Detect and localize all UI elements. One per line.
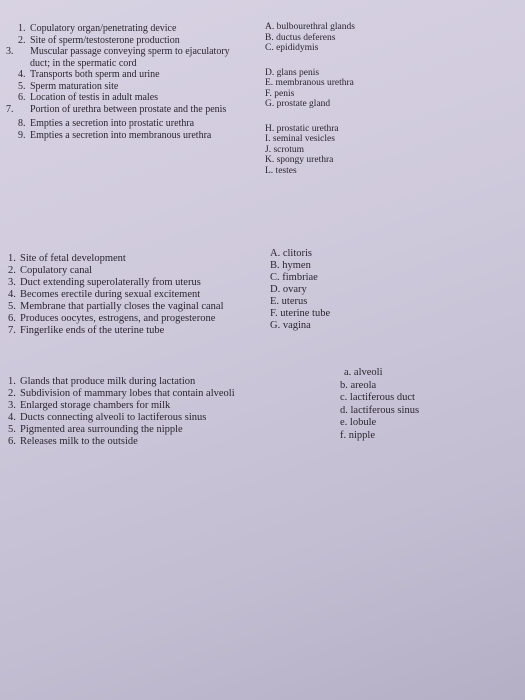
question-text: Site of sperm/testosterone production bbox=[30, 34, 180, 46]
section2-questions bbox=[8, 253, 268, 337]
question-number: 2. bbox=[18, 34, 26, 46]
answer-option: c. lactiferous duct bbox=[340, 392, 415, 403]
question-item bbox=[8, 265, 268, 277]
question-number: 7. bbox=[8, 325, 16, 336]
answer-option: G. prostate gland bbox=[265, 99, 331, 109]
answer-option: F. uterine tube bbox=[270, 308, 331, 319]
question-item bbox=[8, 313, 268, 325]
answer-option: F. penis bbox=[265, 88, 295, 99]
answer-option: A. bulbourethral glands bbox=[265, 22, 355, 32]
question-text: Site of fetal development bbox=[20, 253, 126, 264]
answer-option: B. ductus deferens bbox=[265, 32, 336, 43]
section1-questions bbox=[6, 23, 248, 141]
answer-option: a. alveoli bbox=[344, 367, 383, 378]
question-text: Empties a secretion into membranous urethra bbox=[30, 129, 212, 141]
question-number: 7. bbox=[6, 103, 14, 115]
question-item bbox=[18, 118, 248, 130]
answer-option: D. ovary bbox=[270, 284, 307, 295]
question-item bbox=[8, 253, 268, 265]
question-number: 3. bbox=[8, 400, 16, 411]
question-text: Location of testis in adult males bbox=[30, 92, 159, 103]
question-text: Muscular passage conveying sperm to ejaculatory duct; in the spermatic cord bbox=[30, 46, 230, 69]
question-number: 1. bbox=[8, 253, 16, 264]
question-number: 8. bbox=[18, 118, 26, 129]
question-item bbox=[8, 388, 308, 400]
answer-option: E. uterus bbox=[270, 296, 308, 307]
question-number: 5. bbox=[8, 301, 16, 312]
question-number: 3. bbox=[8, 277, 16, 288]
question-item bbox=[8, 376, 308, 388]
question-text: Copulatory organ/penetrating device bbox=[30, 23, 177, 34]
section1-answers bbox=[265, 22, 395, 176]
question-number: 4. bbox=[8, 412, 16, 423]
answer-option: C. epididymis bbox=[265, 43, 319, 53]
question-text: Duct extending superolaterally from uterus bbox=[20, 277, 201, 288]
answer-option: B. hymen bbox=[270, 260, 311, 271]
answer-option: D. glans penis bbox=[265, 67, 320, 78]
question-text: Empties a secretion into prostatic urethra bbox=[30, 118, 195, 129]
answer-option: J. scrotum bbox=[265, 144, 305, 155]
question-number: 1. bbox=[18, 23, 26, 34]
question-item bbox=[8, 301, 268, 313]
question-item bbox=[18, 69, 248, 81]
question-text: Pigmented area surrounding the nipple bbox=[20, 424, 183, 435]
question-item bbox=[8, 277, 268, 289]
question-number: 6. bbox=[8, 436, 16, 447]
question-number: 6. bbox=[18, 92, 26, 103]
question-number: 2. bbox=[8, 388, 16, 399]
question-text: Produces oocytes, estrogens, and progesterone bbox=[20, 313, 216, 324]
question-item bbox=[8, 325, 268, 337]
answer-option: G. vagina bbox=[270, 320, 311, 331]
question-text: Glands that produce milk during lactation bbox=[20, 376, 196, 387]
question-item bbox=[18, 23, 248, 35]
question-item bbox=[8, 412, 308, 424]
question-text: Transports both sperm and urine bbox=[30, 69, 160, 80]
question-item bbox=[6, 46, 235, 69]
question-text: Subdivision of mammary lobes that contain alveoli bbox=[20, 388, 235, 399]
question-text: Portion of urethra between prostate and the penis bbox=[30, 103, 227, 115]
question-text: Copulatory canal bbox=[20, 265, 93, 276]
question-item bbox=[8, 400, 308, 412]
question-number: 1. bbox=[8, 376, 16, 387]
question-number: 9. bbox=[18, 129, 26, 141]
question-number: 5. bbox=[18, 80, 26, 92]
question-text: Releases milk to the outside bbox=[20, 436, 138, 447]
question-text: Becomes erectile during sexual excitement bbox=[20, 289, 201, 300]
answer-option: L. testes bbox=[265, 165, 297, 176]
answer-option: I. seminal vesicles bbox=[265, 134, 335, 144]
answer-option: C. fimbriae bbox=[270, 272, 318, 283]
section3-answers bbox=[340, 367, 470, 442]
answer-option: d. lactiferous sinus bbox=[340, 404, 420, 416]
answer-option: e. lobule bbox=[340, 417, 377, 428]
question-text: Ducts connecting alveoli to lactiferous sinus bbox=[20, 412, 207, 423]
question-number: 4. bbox=[8, 289, 16, 300]
question-text: Sperm maturation site bbox=[30, 80, 119, 92]
question-text: Membrane that partially closes the vaginal canal bbox=[20, 301, 224, 312]
answer-option: b. areola bbox=[340, 379, 377, 391]
question-item bbox=[18, 81, 248, 93]
question-item bbox=[18, 130, 248, 142]
question-item bbox=[6, 103, 240, 116]
question-number: 3. bbox=[6, 46, 14, 57]
answer-option: E. membranous urethra bbox=[265, 78, 354, 88]
section2-answers bbox=[270, 248, 380, 332]
question-number: 6. bbox=[8, 313, 16, 324]
question-text: Fingerlike ends of the uterine tube bbox=[20, 325, 165, 336]
question-item bbox=[8, 436, 308, 448]
question-item bbox=[18, 35, 248, 47]
question-item bbox=[18, 92, 248, 104]
answer-option: H. prostatic urethra bbox=[265, 123, 339, 134]
question-number: 2. bbox=[8, 265, 16, 276]
question-number: 5. bbox=[8, 424, 16, 435]
question-item bbox=[8, 289, 268, 301]
question-text: Enlarged storage chambers for milk bbox=[20, 400, 171, 411]
section3-questions bbox=[8, 376, 308, 448]
question-number: 4. bbox=[18, 69, 26, 80]
answer-option: K. spongy urethra bbox=[265, 155, 334, 165]
answer-option: A. clitoris bbox=[270, 248, 312, 259]
question-item bbox=[8, 424, 308, 436]
answer-option: f. nipple bbox=[340, 429, 375, 441]
